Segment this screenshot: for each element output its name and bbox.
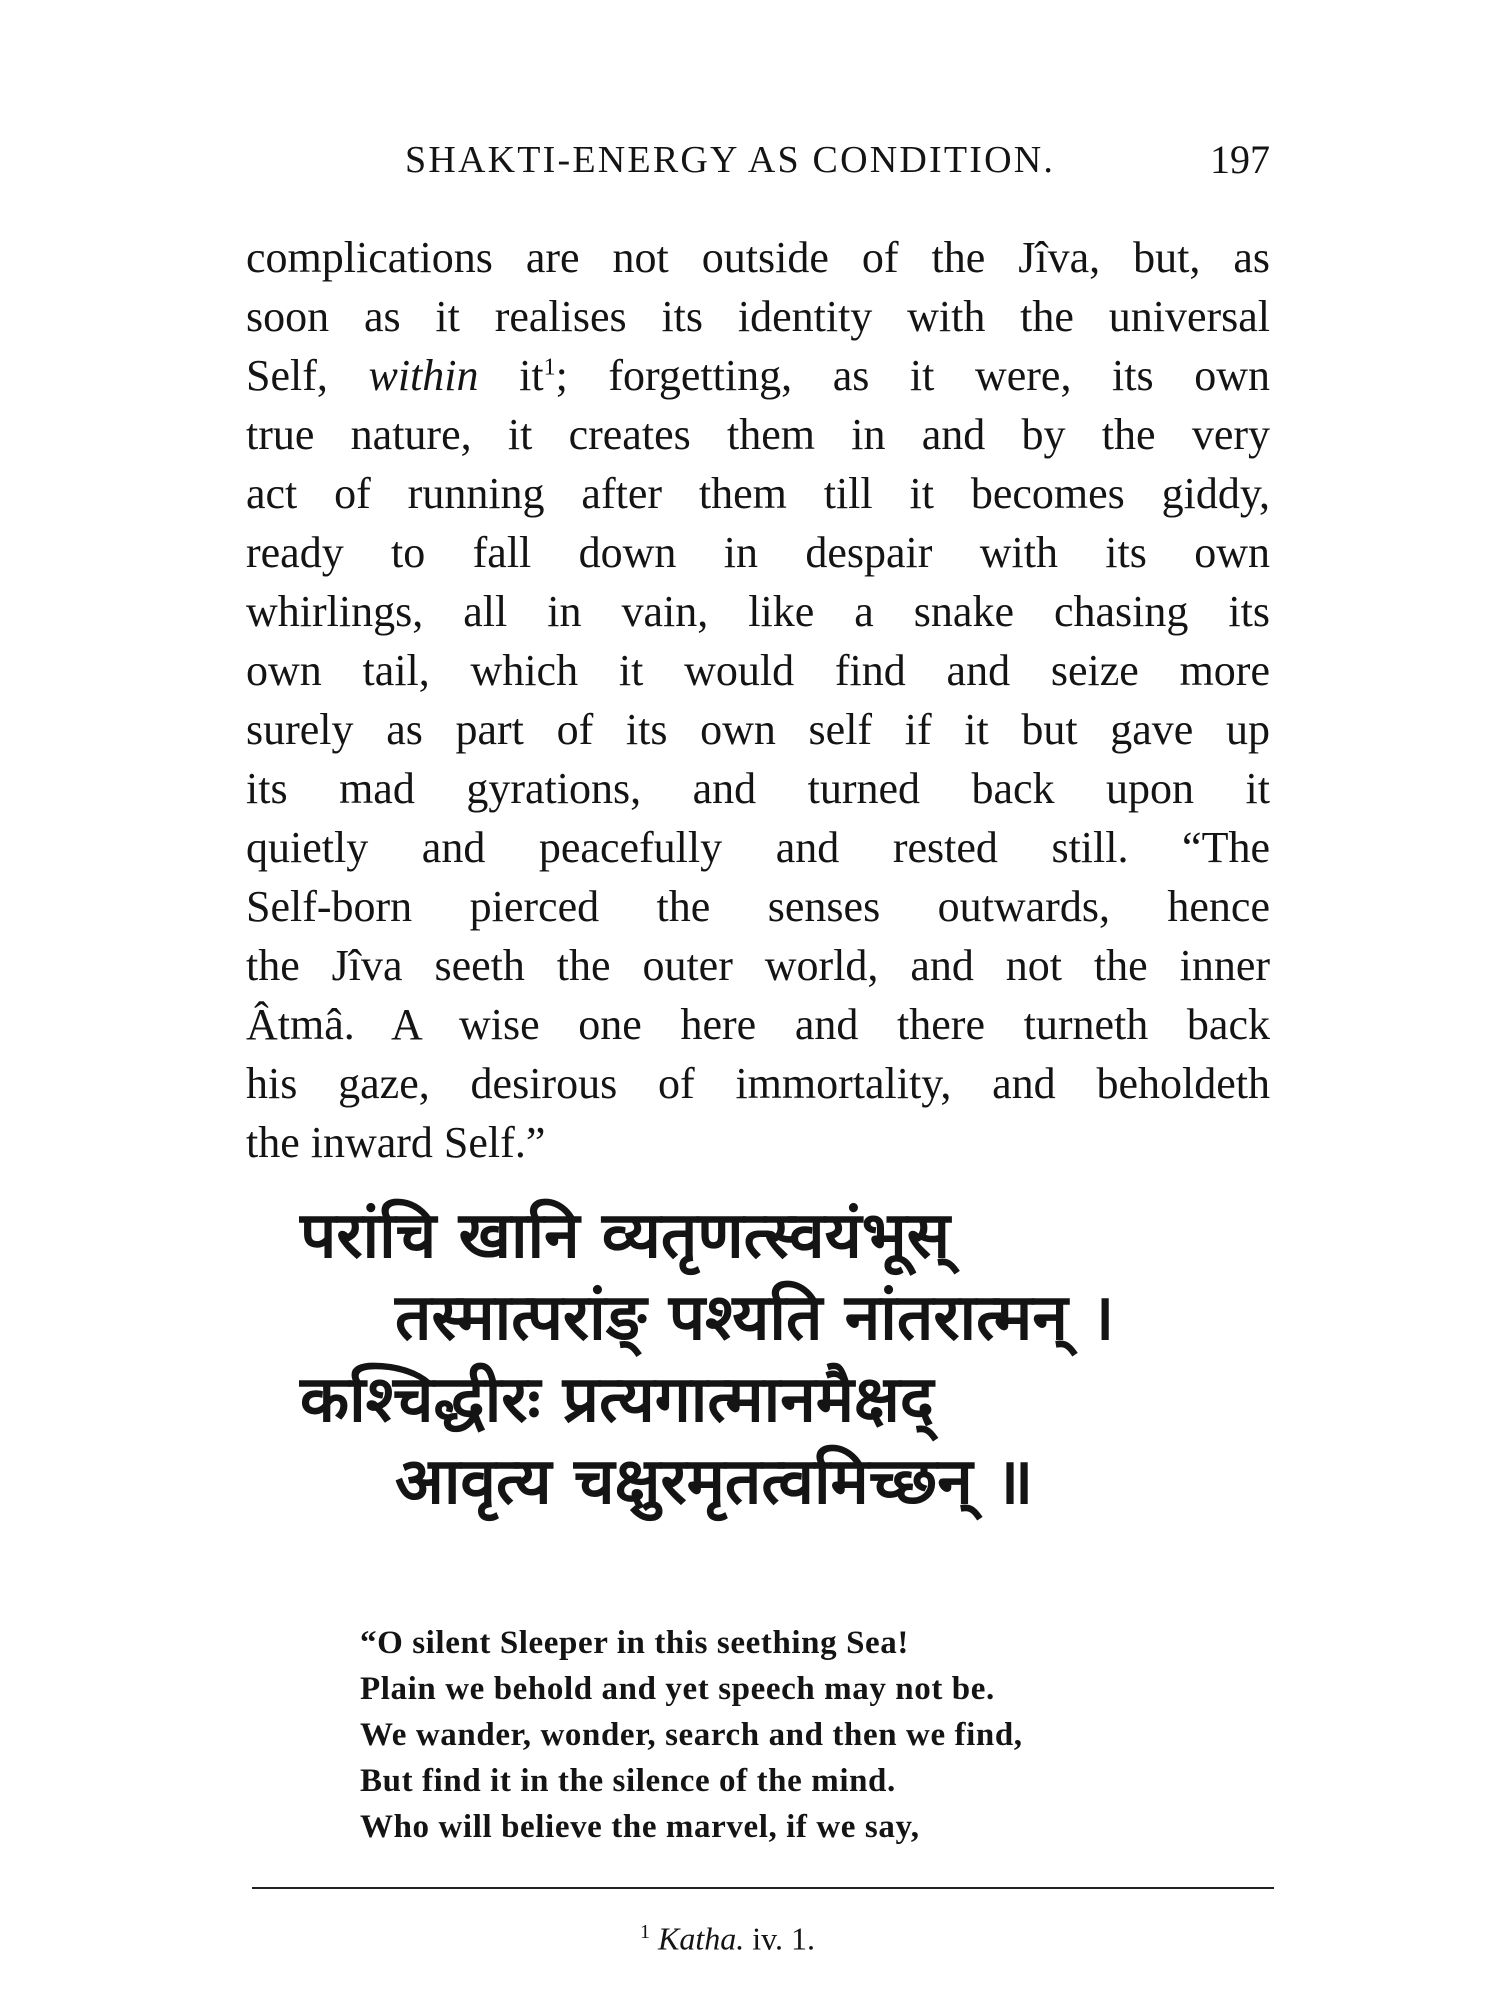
verse-line: कश्चिद्धीरः प्रत्यगात्मानमैक्षद् [300,1363,934,1437]
text-fragment: it [519,351,544,400]
page-header [250,130,1270,190]
text-fragment: ; forgetting, as it were, its own [555,351,1270,400]
text-line: its mad gyrations, and turned back upon it [246,764,1270,813]
text-line: ready to fall down in despair with its own [246,528,1270,577]
footnote-source-ref: iv. 1. [752,1920,816,1957]
sanskrit-verse [300,1195,1280,1523]
text-line: act of running after them till it becomes giddy, [246,469,1270,518]
text-line [246,346,1270,405]
verse-line: तस्मात्परांङ् पश्यति नांतरात्मन् । [395,1281,1115,1355]
text-line: Âtmâ. A wise one here and there turneth back [246,1000,1270,1049]
text-fragment: Self, [246,351,328,400]
text-line: his gaze, desirous of immortality, and beholdeth [246,1059,1270,1108]
poem-line: Who will believe the marvel, if we say, [360,1809,920,1845]
text-line: the Jîva seeth the outer world, and not the inner [246,941,1270,990]
poem-line: “O silent Sleeper in this seething Sea! [360,1625,909,1661]
text-line: complications are not outside of the Jîva, but, as [246,233,1270,282]
page-number: 197 [1210,137,1270,182]
text-line: surely as part of its own self if it but gave up [246,705,1270,754]
poem-line: Plain we behold and yet speech may not be. [360,1671,995,1707]
text-line: Self-born pierced the senses outwards, hence [246,882,1270,931]
text-line: true nature, it creates them in and by the very [246,410,1270,459]
text-line: own tail, which it would find and seize more [246,646,1270,695]
text-line: soon as it realises its identity with the universal [246,292,1270,341]
poem-quote [360,1620,1240,1850]
text-line: the inward Self.” [246,1118,546,1167]
footnote-divider [252,1887,1274,1889]
body-paragraph [246,228,1270,1172]
poem-line: But find it in the silence of the mind. [360,1763,896,1799]
footnote-source-title: Katha. [658,1920,745,1957]
poem-line: We wander, wonder, search and then we find, [360,1717,1023,1753]
footnote [640,1910,815,1961]
footnote-reference: 1 [543,354,556,381]
text-line: whirlings, all in vain, like a snake chasing its [246,587,1270,636]
emphasis-text: within [368,351,479,400]
text-line: quietly and peacefully and rested still. “The [246,823,1270,872]
verse-line: परांचि खानि व्यतृणत्स्वयंभूस् [300,1199,951,1273]
footnote-mark: 1 [640,1921,650,1943]
running-title: SHAKTI-ENERGY AS CONDITION. [405,139,1056,181]
verse-line: आवृत्य चक्षुरमृतत्वमिच्छन् ॥ [395,1445,1034,1519]
